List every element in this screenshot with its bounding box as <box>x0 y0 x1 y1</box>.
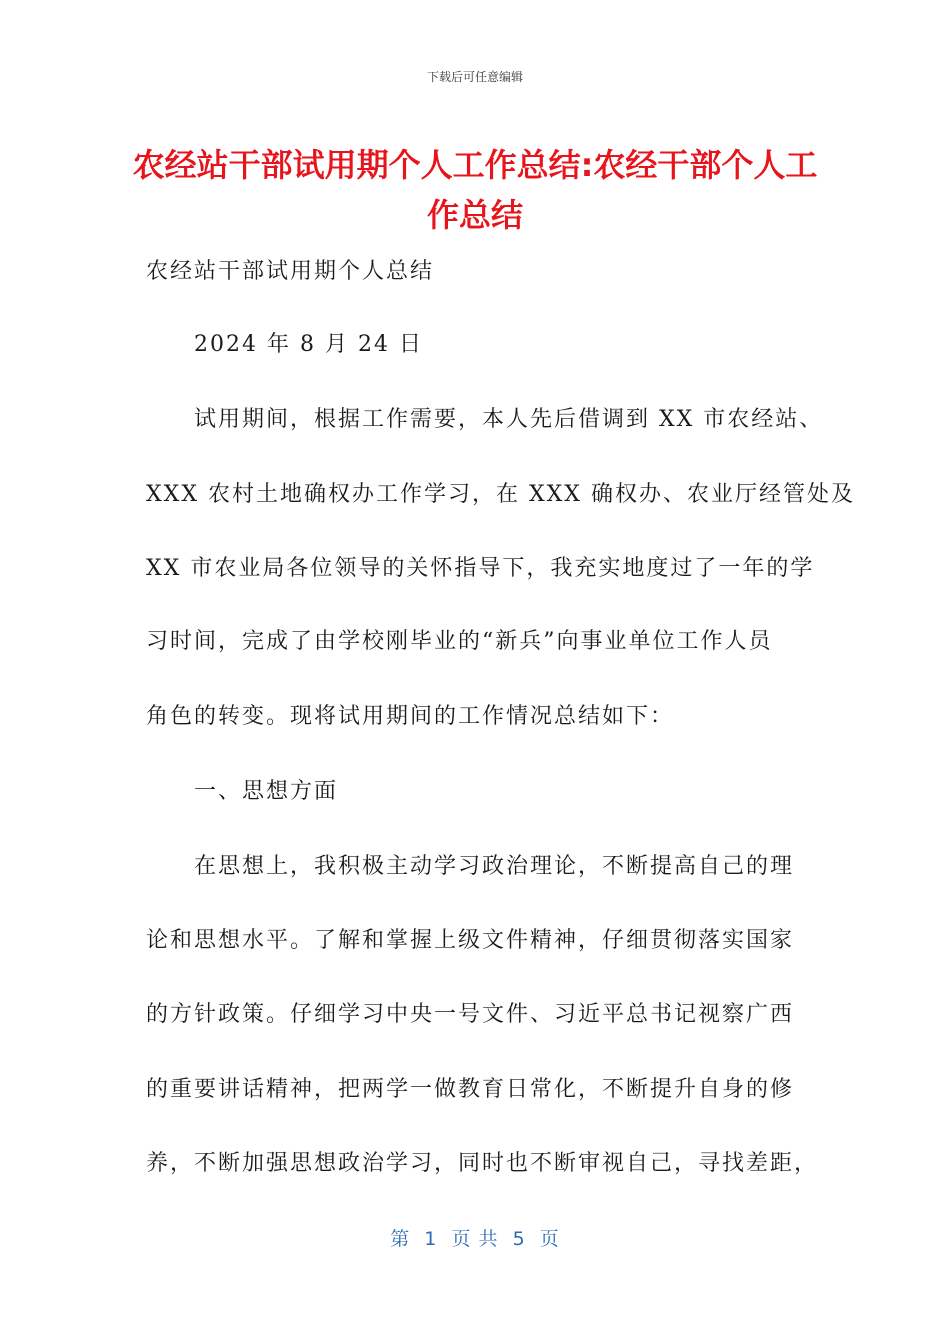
document-subtitle: 农经站干部试用期个人总结 <box>146 259 435 284</box>
page-number-footer: 第 1 页 共 5 页 <box>390 1228 560 1250</box>
document-title: 农经站干部试用期个人工作总结:农经干部个人工作总结 <box>132 146 818 234</box>
paragraph-line: 在思想上，我积极主动学习政治理论，不断提高自己的理 <box>194 854 795 879</box>
paragraph-line: 养，不断加强思想政治学习，同时也不断审视自己，寻找差距， <box>146 1151 819 1176</box>
paragraph-line: 角色的转变。现将试用期间的工作情况总结如下： <box>146 704 675 729</box>
paragraph-line: 的重要讲话精神，把两学一做教育日常化，不断提升自身的修 <box>146 1077 795 1102</box>
paragraph-line: 的方针政策。仔细学习中央一号文件、习近平总书记视察广西 <box>146 1002 795 1027</box>
header-note: 下载后可任意编辑 <box>426 70 523 84</box>
document-date: 2024 年 8 月 24 日 <box>194 332 423 357</box>
paragraph-line: 习时间，完成了由学校刚毕业的“新兵”向事业单位工作人员 <box>146 629 773 654</box>
section-heading: 一、思想方面 <box>194 779 339 804</box>
paragraph-line: 论和思想水平。了解和掌握上级文件精神，仔细贯彻落实国家 <box>146 928 795 953</box>
paragraph-line: XXX 农村土地确权办工作学习，在 XXX 确权办、农业厅经管处及 <box>146 482 855 507</box>
paragraph-line: XX 市农业局各位领导的关怀指导下，我充实地度过了一年的学 <box>146 556 815 581</box>
paragraph-line: 试用期间，根据工作需要，本人先后借调到 XX 市农经站、 <box>194 407 824 432</box>
